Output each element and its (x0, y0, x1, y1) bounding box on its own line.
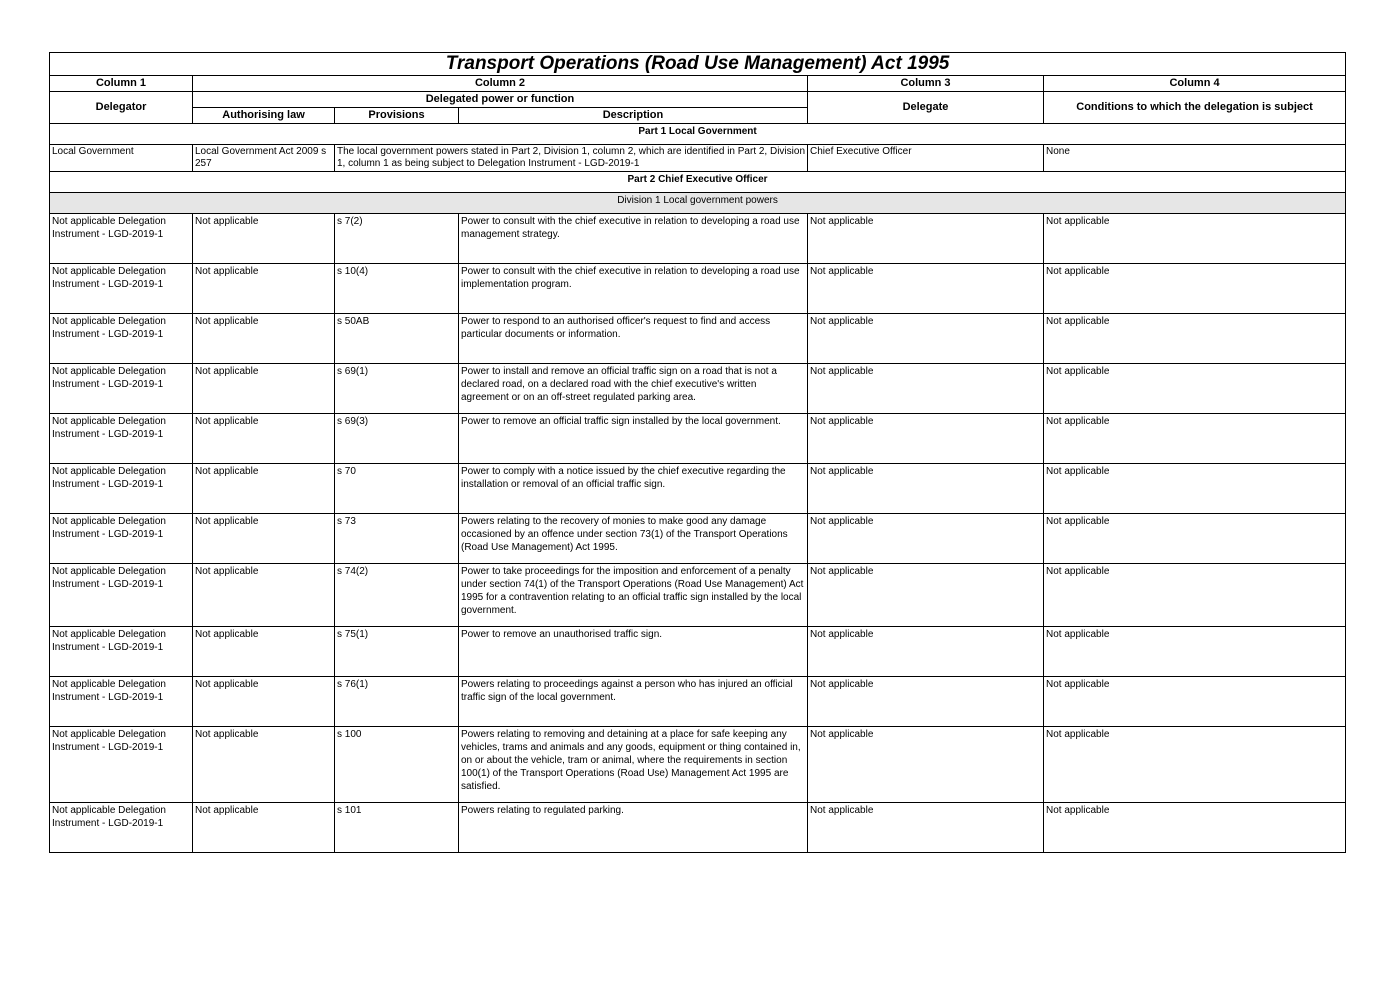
description-cell: Power to remove an official traffic sign installed by the local government. (459, 414, 808, 464)
description-cell: The local government powers stated in Part 2, Division 1, column 2, which are identified in Part 2, Division 1, column 1 as being subject to Delegation Instrument - LGD-2019-1 (335, 145, 808, 172)
delegator-cell: Not applicable Delegation Instrument - LGD-2019-1 (50, 627, 193, 677)
table-row (50, 145, 1346, 172)
delegator-cell: Not applicable Delegation Instrument - LGD-2019-1 (50, 514, 193, 564)
table-row (50, 627, 1346, 677)
authorising-law-cell: Not applicable (193, 314, 335, 364)
division-1-title: Division 1 Local government powers (50, 193, 1346, 214)
provision-cell: s 69(3) (335, 414, 459, 464)
authorising-law-cell: Not applicable (193, 264, 335, 314)
description-cell: Powers relating to removing and detaining at a place for safe keeping any vehicles, trams and animals and any goods, equipment or thing contained in, on or about the vehicle, tram or animal, where the requirements in section 100(1) of the Transport Operations (Road Use) Management Act 1995 are satisfied. (459, 727, 808, 803)
provision-cell: s 7(2) (335, 214, 459, 264)
description-cell: Power to install and remove an official traffic sign on a road that is not a declared road, on a declared road with the chief executive's written agreement or on an off-street regulated parking area. (459, 364, 808, 414)
delegation-table (49, 52, 1346, 853)
delegator-cell: Not applicable Delegation Instrument - LGD-2019-1 (50, 803, 193, 853)
delegator-cell: Not applicable Delegation Instrument - LGD-2019-1 (50, 677, 193, 727)
description-cell: Powers relating to proceedings against a person who has injured an official traffic sign of the local government. (459, 677, 808, 727)
delegator-cell: Not applicable Delegation Instrument - LGD-2019-1 (50, 727, 193, 803)
authorising-law-cell: Not applicable (193, 464, 335, 514)
table-row (50, 314, 1346, 364)
column-4-header: Column 4 (1044, 76, 1346, 92)
delegate-cell: Not applicable (808, 364, 1044, 414)
delegator-cell: Local Government (50, 145, 193, 172)
description-cell: Power to respond to an authorised officer's request to find and access particular documents or information. (459, 314, 808, 364)
delegate-cell: Chief Executive Officer (808, 145, 1044, 172)
conditions-cell: Not applicable (1044, 364, 1346, 414)
conditions-cell: None (1044, 145, 1346, 172)
delegator-cell: Not applicable Delegation Instrument - LGD-2019-1 (50, 464, 193, 514)
authorising-law-cell: Local Government Act 2009 s 257 (193, 145, 335, 172)
delegate-cell: Not applicable (808, 514, 1044, 564)
conditions-cell: Not applicable (1044, 514, 1346, 564)
table-row (50, 264, 1346, 314)
authorising-law-cell: Not applicable (193, 214, 335, 264)
part-1-title: Part 1 Local Government (50, 124, 1346, 145)
description-cell: Power to take proceedings for the imposition and enforcement of a penalty under section 74(1) of the Transport Operations (Road Use Management) Act 1995 for a contravention relating to an official traffic sign installed by the local government. (459, 564, 808, 627)
authorising-law-cell: Not applicable (193, 627, 335, 677)
provision-cell: s 75(1) (335, 627, 459, 677)
description-cell: Power to remove an unauthorised traffic sign. (459, 627, 808, 677)
conditions-cell: Not applicable (1044, 677, 1346, 727)
authorising-law-cell: Not applicable (193, 364, 335, 414)
part-2-title: Part 2 Chief Executive Officer (50, 172, 1346, 193)
table-row (50, 803, 1346, 853)
conditions-cell: Not applicable (1044, 264, 1346, 314)
conditions-cell: Not applicable (1044, 564, 1346, 627)
description-cell: Power to consult with the chief executive in relation to developing a road use management strategy. (459, 214, 808, 264)
table-row (50, 214, 1346, 264)
delegator-cell: Not applicable Delegation Instrument - LGD-2019-1 (50, 364, 193, 414)
column-2-header: Column 2 (193, 76, 808, 92)
description-cell: Power to consult with the chief executive in relation to developing a road use implementation program. (459, 264, 808, 314)
provision-cell: s 50AB (335, 314, 459, 364)
conditions-header: Conditions to which the delegation is subject (1044, 92, 1346, 124)
provisions-header: Provisions (335, 108, 459, 124)
authorising-law-cell: Not applicable (193, 803, 335, 853)
conditions-cell: Not applicable (1044, 414, 1346, 464)
description-header: Description (459, 108, 808, 124)
authorising-law-cell: Not applicable (193, 564, 335, 627)
table-row (50, 727, 1346, 803)
column-1-header: Column 1 (50, 76, 193, 92)
delegate-cell: Not applicable (808, 564, 1044, 627)
delegator-cell: Not applicable Delegation Instrument - LGD-2019-1 (50, 414, 193, 464)
provision-cell: s 10(4) (335, 264, 459, 314)
authorising-law-cell: Not applicable (193, 727, 335, 803)
conditions-cell: Not applicable (1044, 803, 1346, 853)
delegate-cell: Not applicable (808, 677, 1044, 727)
provision-cell: s 74(2) (335, 564, 459, 627)
authorising-law-header: Authorising law (193, 108, 335, 124)
delegate-cell: Not applicable (808, 803, 1044, 853)
authorising-law-cell: Not applicable (193, 514, 335, 564)
table-row (50, 564, 1346, 627)
provision-cell: s 100 (335, 727, 459, 803)
provision-cell: s 69(1) (335, 364, 459, 414)
delegate-cell: Not applicable (808, 414, 1044, 464)
delegator-header: Delegator (50, 92, 193, 124)
provision-cell: s 101 (335, 803, 459, 853)
delegate-cell: Not applicable (808, 627, 1044, 677)
table-row (50, 677, 1346, 727)
table-row (50, 414, 1346, 464)
delegate-cell: Not applicable (808, 214, 1044, 264)
delegate-cell: Not applicable (808, 464, 1044, 514)
delegator-cell: Not applicable Delegation Instrument - LGD-2019-1 (50, 314, 193, 364)
delegated-power-header: Delegated power or function (193, 92, 808, 108)
provision-cell: s 73 (335, 514, 459, 564)
conditions-cell: Not applicable (1044, 464, 1346, 514)
delegator-cell: Not applicable Delegation Instrument - LGD-2019-1 (50, 264, 193, 314)
conditions-cell: Not applicable (1044, 627, 1346, 677)
delegator-cell: Not applicable Delegation Instrument - LGD-2019-1 (50, 214, 193, 264)
conditions-cell: Not applicable (1044, 727, 1346, 803)
delegate-cell: Not applicable (808, 314, 1044, 364)
provision-cell: s 76(1) (335, 677, 459, 727)
provision-cell: s 70 (335, 464, 459, 514)
table-row (50, 364, 1346, 414)
column-3-header: Column 3 (808, 76, 1044, 92)
delegate-cell: Not applicable (808, 727, 1044, 803)
conditions-cell: Not applicable (1044, 314, 1346, 364)
description-cell: Powers relating to the recovery of monies to make good any damage occasioned by an offence under section 73(1) of the Transport Operations (Road Use Management) Act 1995. (459, 514, 808, 564)
authorising-law-cell: Not applicable (193, 677, 335, 727)
description-cell: Powers relating to regulated parking. (459, 803, 808, 853)
table-row (50, 464, 1346, 514)
authorising-law-cell: Not applicable (193, 414, 335, 464)
conditions-cell: Not applicable (1044, 214, 1346, 264)
delegate-cell: Not applicable (808, 264, 1044, 314)
page-title: Transport Operations (Road Use Management) Act 1995 (50, 53, 1346, 76)
description-cell: Power to comply with a notice issued by the chief executive regarding the installation or removal of an official traffic sign. (459, 464, 808, 514)
delegate-header: Delegate (808, 92, 1044, 124)
delegator-cell: Not applicable Delegation Instrument - LGD-2019-1 (50, 564, 193, 627)
table-row (50, 514, 1346, 564)
